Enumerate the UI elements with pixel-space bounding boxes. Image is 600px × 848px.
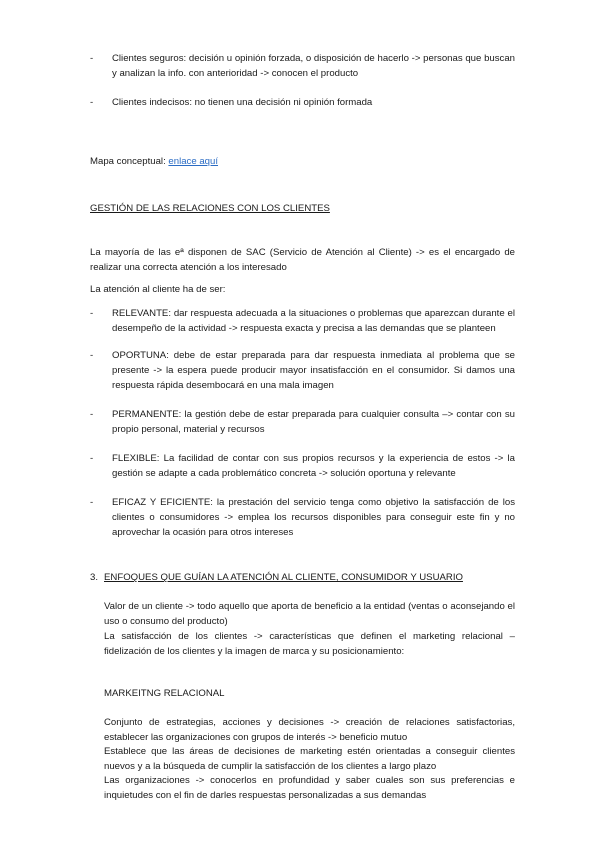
bullet-oportuna: OPORTUNA: debe de estar preparada para dar respuesta inmediata al problema que se presente -> la espera puede producir mayor insatisfacción en el consumidor. Si damos una respuesta rápida desembocará en una mala imagen <box>112 350 515 391</box>
paragraph-organizaciones: Las organizaciones -> conocerlos en profundidad y saber cuales son sus preferencias e inquietudes con el fin de darles respuestas personalizadas a sus demandas <box>104 775 515 801</box>
enlace-aqui-link[interactable]: enlace aquí <box>168 156 219 167</box>
mapa-conceptual-line <box>90 154 510 169</box>
paragraph-establece: Establece que las áreas de decisiones de marketing estén orientadas a conseguir clientes nuevos y a la búsqueda de cumplir la satisfacción de los clientes a largo plazo <box>104 746 515 772</box>
paragraph-valor-cliente: Valor de un cliente -> todo aquello que aporta de beneficio a la entidad (ventas o aconsejando el uso o consumo del producto) <box>104 601 515 627</box>
bullet-clientes-seguros: Clientes seguros: decisión u opinión forzada, o disposición de hacerlo -> personas que buscan y analizan la info. con anterioridad -> conocen el producto <box>112 53 515 79</box>
bullet-dash: - <box>90 53 94 64</box>
bullet-flexible: FLEXIBLE: La facilidad de contar con sus propios recursos y la experiencia de estos -> la gestión se adapte a cada problemático concreta -> solución oportuna y relevante <box>112 453 515 479</box>
paragraph-conjunto-estrategias: Conjunto de estrategias, acciones y decisiones -> creación de relaciones satisfactorias, establecer las organizaciones con grupos de interés -> beneficio mutuo <box>104 717 515 743</box>
bullet-dash: - <box>90 97 94 108</box>
paragraph-satisfaccion: La satisfacción de los clientes -> características que definen el marketing relacional – fidelización de los clientes y la imagen de marca y su posicionamiento: <box>104 631 515 657</box>
bullet-dash: - <box>90 350 94 361</box>
bullet-permanente: PERMANENTE: la gestión debe de estar preparada para cualquier consulta –> contar con su propio personal, material y recursos <box>112 409 515 435</box>
paragraph-sac-intro: La mayoría de las eª disponen de SAC (Servicio de Atención al Cliente) -> es el encargado de realizar una correcta atención a los interesado <box>90 247 515 273</box>
bullet-dash: - <box>90 453 94 464</box>
bullet-clientes-indecisos: Clientes indecisos: no tienen una decisión ni opinión formada <box>112 97 373 108</box>
bullet-dash: - <box>90 409 94 420</box>
heading-marketing-relacional: MARKEITNG RELACIONAL <box>104 688 225 699</box>
bullet-eficaz-eficiente: EFICAZ Y EFICIENTE: la prestación del servicio tenga como objetivo la satisfacción de los clientes o consumidores -> emplea los recursos disponibles para conseguir este fin y no aprovechar la ocasión para otros intereses <box>112 497 515 538</box>
heading-gestion-relaciones: GESTIÓN DE LAS RELACIONES CON LOS CLIENTES <box>90 203 330 214</box>
paragraph-atencion-lead: La atención al cliente ha de ser: <box>90 284 226 295</box>
bullet-dash: - <box>90 497 94 508</box>
bullet-relevante: RELEVANTE: dar respuesta adecuada a la situaciones o problemas que aparezcan durante el desempeño de la actividad -> respuesta exacta y precisa a las demandas que se planteen <box>112 308 515 334</box>
mapa-conceptual-label: Mapa conceptual: <box>90 156 169 167</box>
heading-enfoques: ENFOQUES QUE GUÍAN LA ATENCIÓN AL CLIENTE, CONSUMIDOR Y USUARIO <box>104 572 463 583</box>
bullet-dash: - <box>90 308 94 319</box>
section-number: 3. <box>90 572 99 583</box>
